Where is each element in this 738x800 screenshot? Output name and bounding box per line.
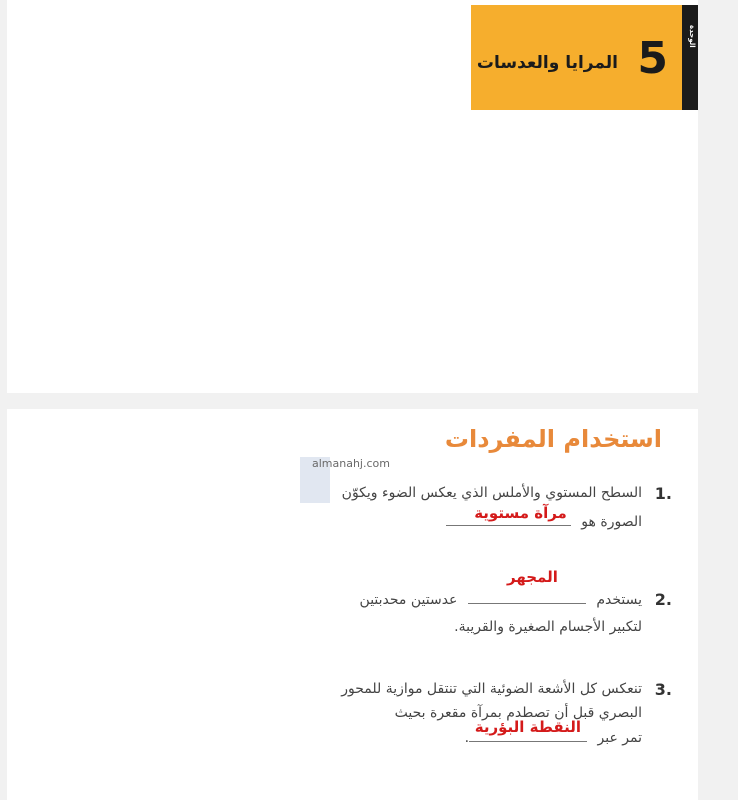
question-text: عدستين محدبتين	[359, 592, 458, 608]
question-text: الصورة هو	[581, 514, 642, 530]
question-text: لتكبير الأجسام الصغيرة والقريبة.	[454, 619, 642, 635]
answer-blank[interactable]	[468, 568, 586, 604]
unit-number: 5	[637, 33, 668, 84]
unit-banner	[471, 5, 698, 110]
question-text: تمر عبر	[597, 730, 642, 746]
question-number: 1.	[654, 484, 672, 503]
question-text: تنعكس كل الأشعة الضوئية التي تنتقل موازية للمحور	[341, 681, 642, 697]
page-top	[7, 0, 698, 393]
question-2	[32, 568, 672, 647]
watermark-text: almanahj.com	[312, 457, 390, 470]
answer-text: مرآة مستوية	[474, 504, 567, 522]
question-1	[32, 481, 672, 541]
answer-text: المجهر	[507, 568, 558, 586]
section-title: استخدام المفردات	[444, 425, 662, 453]
question-line-1	[359, 568, 642, 613]
question-line-3	[464, 718, 642, 751]
question-number: 2.	[654, 590, 672, 609]
question-text: السطح المستوي والأملس الذي يعكس الضوء ويكوّن	[341, 485, 642, 501]
unit-tab	[682, 5, 698, 110]
question-line-2	[446, 504, 642, 535]
question-text: يستخدم	[596, 592, 642, 608]
question-text: البصري قبل أن تصطدم بمرآة مقعرة بحيث	[394, 705, 642, 721]
answer-blank[interactable]	[469, 718, 587, 742]
question-number: 3.	[654, 680, 672, 699]
unit-tab-label: الوحدة	[688, 25, 696, 48]
question-text: .	[464, 730, 470, 746]
page-vocabulary	[7, 409, 698, 800]
answer-text: النقطة البؤرية	[474, 718, 582, 736]
unit-title: المرايا والعدسات	[476, 53, 618, 73]
question-3	[32, 677, 672, 757]
answer-blank[interactable]	[446, 504, 571, 526]
